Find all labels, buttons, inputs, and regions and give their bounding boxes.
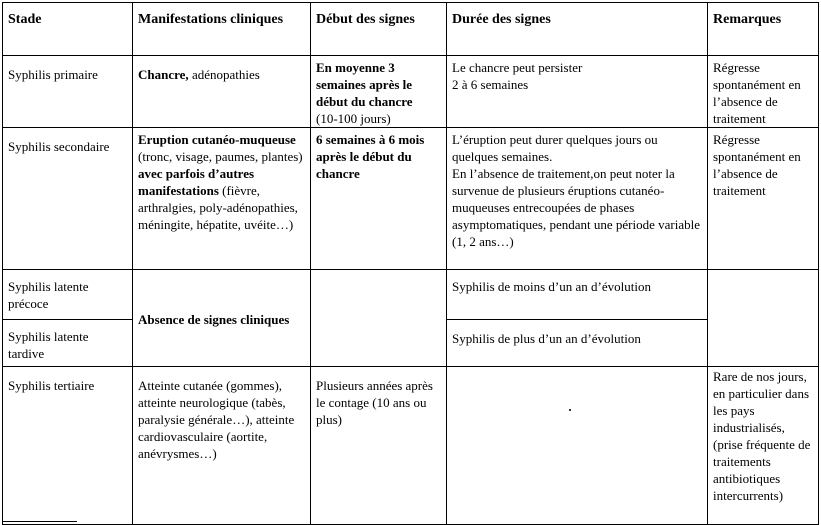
syphilis-stages-table — [2, 2, 819, 525]
cell-debut-secondaire — [311, 128, 447, 270]
cell-manif-primaire — [133, 56, 311, 128]
cell-remarques-secondaire: Régresse spontanément en l’absence de traitement — [708, 128, 819, 270]
cell-remarques-tertiaire: Rare de nos jours, en particulier dans les pays industrialisés, (prise fréquente de traitements antibiotiques intercurrents) — [708, 367, 819, 525]
row-syphilis-secondaire — [3, 128, 819, 270]
cell-duree-latente-tardive: Syphilis de plus d’un an d’évolution — [447, 320, 708, 367]
cell-remarques-primaire: Régresse spontanément en l’absence de traitement — [708, 56, 819, 128]
manif-secondaire-bold1: Eruption cutanéo-muqueuse — [138, 132, 296, 147]
duree-primaire-line2: 2 à 6 semaines — [452, 77, 529, 92]
row-syphilis-primaire — [3, 56, 819, 128]
debut-secondaire-bold: 6 semaines à 6 mois après le début du chancre — [316, 132, 425, 181]
cell-duree-tertiaire — [447, 367, 708, 525]
header-remarques: Remarques — [708, 3, 819, 56]
manif-secondaire-bold2: avec parfois d’autres manifestations — [138, 166, 255, 198]
cell-debut-primaire — [311, 56, 447, 128]
cell-stade-primaire: Syphilis primaire — [3, 56, 133, 128]
cell-stade-secondaire: Syphilis secondaire — [3, 128, 133, 270]
header-duree: Durée des signes — [447, 3, 708, 56]
cell-duree-primaire — [447, 56, 708, 128]
cell-duree-secondaire — [447, 128, 708, 270]
manif-latente-bold: Absence de signes cliniques — [138, 312, 290, 327]
manif-secondaire-text2: (fièvre, arthralgies, poly-adénopathies, méningite, hépatite, uvéite…) — [138, 183, 298, 232]
cell-debut-tertiaire: Plusieurs années après le contage (10 ans ou plus) — [311, 367, 447, 525]
footnote-rule — [2, 521, 77, 522]
header-row — [3, 3, 819, 56]
cell-manif-secondaire — [133, 128, 311, 270]
cell-remarques-latente — [708, 270, 819, 367]
cell-duree-latente-precoce: Syphilis de moins d’un an d’évolution — [447, 270, 708, 320]
header-stade: Stade — [3, 3, 133, 56]
debut-primaire-bold: En moyenne 3 semaines après le début du chancre — [316, 60, 413, 109]
manif-primaire-text: adénopathies — [188, 67, 260, 82]
cell-debut-latente — [311, 270, 447, 367]
cell-stade-latente-tardive: Syphilis latente tardive — [3, 320, 133, 367]
debut-primaire-text: (10-100 jours) — [316, 111, 391, 126]
row-latente-precoce — [3, 270, 819, 320]
header-manifestations: Manifestations cliniques — [133, 3, 311, 56]
cell-manif-tertiaire: Atteinte cutanée (gommes), atteinte neurologique (tabès, paralysie générale…), atteinte cardiovasculaire (aortite, anévrysmes…) — [133, 367, 311, 525]
manif-primaire-bold: Chancre, — [138, 67, 189, 82]
duree-secondaire-p1: L’éruption peut durer quelques jours ou quelques semaines. — [452, 132, 658, 164]
cell-stade-latente-precoce: Syphilis latente précoce — [3, 270, 133, 320]
manif-secondaire-text1: (tronc, visage, paumes, plantes) — [138, 149, 303, 164]
stray-dot-mark — [569, 409, 571, 411]
cell-stade-tertiaire: Syphilis tertiaire — [3, 367, 133, 525]
cell-manif-latente — [133, 270, 311, 367]
duree-primaire-line1: Le chancre peut persister — [452, 60, 583, 75]
row-syphilis-tertiaire — [3, 367, 819, 525]
duree-secondaire-p2: En l’absence de traitement,on peut noter la survenue de plusieurs éruptions cutanéo-muqueuses entrecoupées de phases asymptomatiques, pendant une période variable (1, 2 ans…) — [452, 166, 701, 249]
header-debut: Début des signes — [311, 3, 447, 56]
